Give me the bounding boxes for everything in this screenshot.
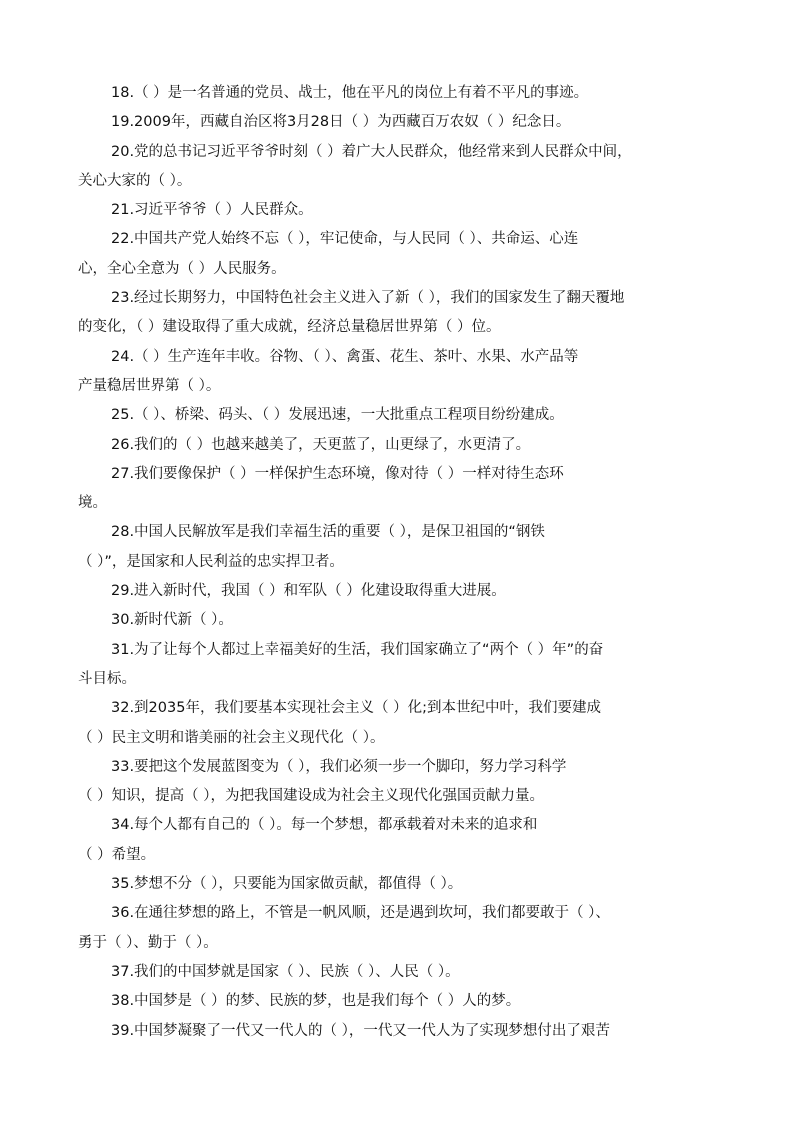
- question-25: 25.（ ）、桥梁、码头、（ ）发展迅速，一大批重点工程项目纷纷建成。: [111, 407, 564, 424]
- question-24-continuation: 产量稳居世界第（ ）。: [78, 377, 221, 394]
- question-33: 33.要把这个发展蓝图变为（ ），我们必须一步一个脚印，努力学习科学: [111, 758, 567, 775]
- question-26: 26.我们的（ ）也越来越美了，天更蓝了，山更绿了，水更清了。: [111, 436, 531, 453]
- question-21: 21.习近平爷爷（ ）人民群众。: [111, 202, 313, 219]
- question-23: 23.经过长期努力，中国特色社会主义进入了新（ ），我们的国家发生了翻天覆地: [111, 290, 625, 307]
- question-37: 37.我们的中国梦就是国家（ ）、民族（ ）、人民（ ）。: [111, 963, 460, 980]
- question-18: 18.（ ）是一名普通的党员、战士，他在平凡的岗位上有着不平凡的事迹。: [111, 85, 589, 101]
- worksheet-page: [78, 79, 720, 1046]
- question-31: 31.为了让每个人都过上幸福美好的生活，我们国家确立了“两个（ ）年”的奋: [111, 641, 604, 658]
- question-29: 29.进入新时代，我国（ ）和军队（ ）化建设取得重大进展。: [111, 583, 506, 600]
- question-34-continuation: （ ）希望。: [78, 846, 156, 863]
- question-22-continuation: 心，全心全意为（ ）人民服务。: [78, 260, 286, 277]
- question-19: 19.2009年，西藏自治区将3月28日（ ）为西藏百万农奴（ ）纪念日。: [111, 114, 571, 131]
- question-31-continuation: 斗目标。: [78, 670, 136, 687]
- question-22: 22.中国共产党人始终不忘（ ），牢记使命，与人民同（ ）、共命运、心连: [111, 231, 579, 248]
- question-32: 32.到2035年，我们要基本实现社会主义（ ）化;到本世纪中叶，我们要建成: [111, 700, 601, 717]
- question-35: 35.梦想不分（ ），只要能为国家做贡献，都值得（ ）。: [111, 876, 463, 893]
- question-23-continuation: 的变化，（ ）建设取得了重大成就，经济总量稳居世界第（ ）位。: [78, 319, 501, 336]
- question-27: 27.我们要像保护（ ）一样保护生态环境，像对待（ ）一样对待生态环: [111, 465, 564, 482]
- question-28-continuation: （ ）”，是国家和人民利益的忠实捍卫者。: [78, 553, 344, 570]
- question-36-continuation: 勇于（ ）、勤于（ ）。: [78, 934, 218, 951]
- question-32-continuation: （ ）民主文明和谐美丽的社会主义现代化（ ）。: [78, 729, 385, 746]
- question-20-continuation: 关心大家的（ ）。: [78, 172, 192, 189]
- question-24: 24.（ ）生产连年丰收。谷物、（ ）、禽蛋、花生、茶叶、水果、水产品等: [111, 348, 579, 365]
- question-33-continuation: （ ）知识，提高（ ），为把我国建设成为社会主义现代化强国贡献力量。: [78, 788, 544, 805]
- question-20: 20.党的总书记习近平爷爷时刻（ ）着广大人民群众，他经常来到人民群众中间，: [111, 143, 632, 160]
- question-39: 39.中国梦凝聚了一代又一代人的（ ），一代又一代人为了实现梦想付出了艰苦: [111, 1022, 610, 1039]
- question-38: 38.中国梦是（ ）的梦、民族的梦，也是我们每个（ ）人的梦。: [111, 993, 521, 1010]
- question-34: 34.每个人都有自己的（ ）。每一个梦想，都承载着对未来的追求和: [111, 817, 538, 834]
- question-27-continuation: 境。: [78, 495, 107, 512]
- question-36: 36.在通往梦想的路上，不管是一帆风顺，还是遇到坎坷，我们都要敢于（ ）、: [111, 905, 610, 922]
- question-30: 30.新时代新（ ）。: [111, 612, 233, 629]
- question-28: 28.中国人民解放军是我们幸福生活的重要（ ），是保卫祖国的“钢铁: [111, 524, 545, 541]
